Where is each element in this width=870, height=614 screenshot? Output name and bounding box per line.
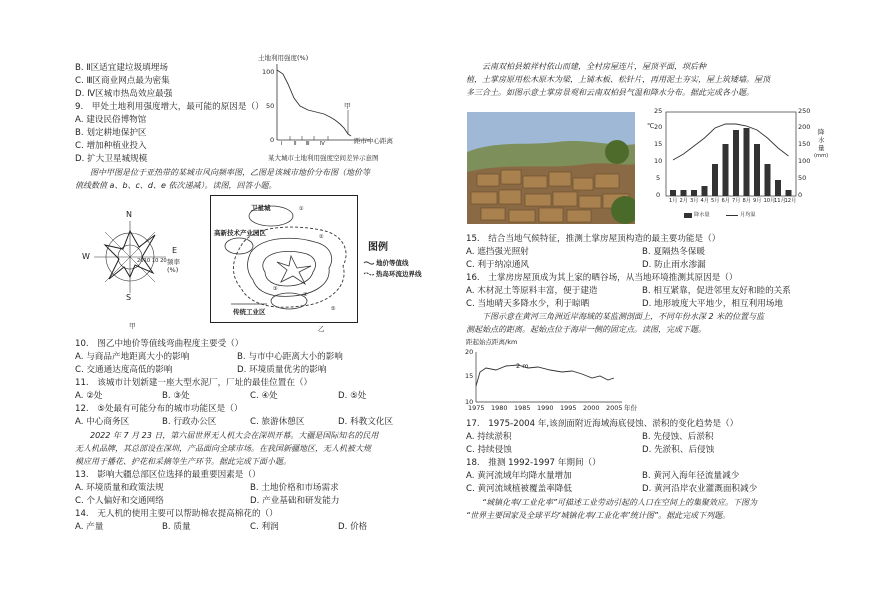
q15-stem: 15. 结合当地气候特征，推测土掌房屋顶构造的最主要功能是（）	[466, 234, 721, 244]
distance-y15: 15	[465, 372, 474, 380]
climate-precip-bar	[702, 186, 708, 196]
rose-south: S	[126, 293, 132, 302]
q13-stem: 13. 影响大疆总部区位选择的最重要因素是（）	[75, 470, 261, 480]
rose-caption: 甲	[129, 322, 136, 330]
land-use-plot	[250, 50, 420, 168]
rose-west: W	[82, 252, 90, 261]
q17-option-b: B. 先侵蚀、后淤积	[642, 432, 714, 442]
intro3-line1: 云南双柏县娘祥村依山而建，全村房屋连片，屋顶平面，坝后种	[482, 62, 706, 71]
distance-x-unit: 年份	[624, 404, 637, 412]
q15-option-c: C. 利于纳凉通风	[466, 260, 530, 270]
q9-option-d: D. 扩大卫星城规模	[75, 154, 148, 164]
q17-option-a: A. 持续淤积	[466, 432, 512, 442]
zone-label-3: Ⅲ	[306, 141, 310, 147]
land-use-y50: 50	[266, 102, 275, 110]
climate-p-tick-250: 250	[798, 107, 811, 115]
q8-option-b: B. Ⅱ区适宜建垃圾填埋场	[75, 63, 168, 73]
rose-freq-unit: (%)	[167, 266, 179, 274]
climate-month-label: 2月	[679, 198, 688, 204]
q12-option-a: A. 中心商务区	[75, 417, 130, 427]
distance-x-tick: 2000	[583, 404, 600, 412]
climate-precip-bar	[681, 190, 687, 196]
climate-precip-bar	[670, 190, 676, 196]
distance-x-tick: 1985	[514, 404, 531, 412]
climate-p-tick-50: 50	[798, 174, 807, 182]
climate-p-tick-150: 150	[798, 140, 811, 148]
distance-plot	[462, 338, 652, 408]
climate-month-label: 5月	[711, 198, 720, 204]
q9-option-b: B. 划定耕地保护区	[75, 128, 147, 138]
map-hightech-zone: 高新技术产业园区	[214, 229, 266, 237]
climate-plot	[642, 106, 837, 206]
climate-month-label: 9月	[753, 198, 762, 204]
land-use-y100: 100	[262, 68, 275, 76]
q14-option-a: A. 产量	[75, 522, 104, 532]
map-point-2: ②	[319, 234, 324, 240]
intro5-line1: “城镇化率/工业化率”可描述工业劳动引起的人口在空间上的集聚效应。下图为	[482, 498, 757, 507]
distance-ylabel: 距起始点距离/km	[466, 338, 518, 346]
q9-stem: 9. 甲处土地利用强度增大，最可能的原因是（）	[75, 102, 264, 112]
rose-scale: 2010 10 20	[137, 258, 167, 264]
climate-month-label: 7月	[732, 198, 741, 204]
intro2-line1: 2022 年 7 月 23 日，第六届世界无人机大会在深圳开幕。大疆是国际知名的民用	[90, 431, 379, 440]
q10-option-b: B. 与市中心距离大小的影响	[237, 352, 343, 362]
q15-option-a: A. 遮挡强光照射	[466, 247, 529, 257]
intro3-line3: 多三合土。如图示意土掌房景观和云南双柏县气温和降水分布。据此完成各小题。	[466, 88, 754, 97]
map-caption: 乙	[318, 325, 325, 333]
climate-chart	[642, 106, 837, 228]
map-satellite-city: 卫星城	[251, 204, 271, 212]
distance-x-tick: 1995	[560, 404, 577, 412]
q11-option-a: A. ②处	[75, 391, 103, 401]
climate-month-label: 4月	[700, 198, 709, 204]
q13-option-d: D. 产业基础和研发能力	[250, 496, 340, 506]
climate-precip-bar	[733, 130, 739, 196]
climate-precip-bar	[786, 190, 792, 196]
wind-rose-figure	[75, 205, 195, 335]
q18-option-c: C. 黄河流域植被覆盖率降低	[466, 484, 572, 494]
climate-precip-label: 降 水 量	[818, 128, 825, 152]
distance-x-tick: 2005	[606, 404, 623, 412]
intro2-line3: 模应用于播花、护花和采摘等生产环节。据此完成下面小题。	[75, 457, 291, 466]
intro5-line2: “世界主要国家及全球平均‘城镇化率/工业化率’统计图”。据此完成下列题。	[466, 511, 731, 520]
q18-stem: 18. 推测 1992-1997 年期间（）	[466, 458, 601, 468]
climate-temp-unit: ℃	[647, 122, 655, 130]
q14-option-b: B. 质量	[162, 522, 191, 532]
rose-freq-label: 频率	[167, 258, 180, 266]
q9-option-a: A. 建设民俗博物馆	[75, 115, 147, 125]
climate-precip-bar	[765, 164, 771, 196]
climate-t-tick-20: 20	[654, 123, 663, 131]
q12-option-b: B. 行政办公区	[162, 417, 217, 427]
climate-precip-bar	[712, 164, 718, 196]
q14-stem: 14. 无人机的使用主要可以帮助棉农提高棉花的（）	[75, 509, 278, 519]
intro4-line2: 测起始点的距离。起始点位于海岸一侧的固定点。读图，完成下题。	[466, 325, 706, 334]
q8-option-c: C. Ⅲ区商业网点最为密集	[75, 76, 170, 86]
intro3-line2: 植，土掌房原用松木原木为梁，上铺木板、松针片，再用泥土夯实，屋上筑矮墙。屋顶	[466, 75, 770, 84]
land-use-jia-label: 甲	[344, 102, 351, 110]
land-use-caption: 某大城市土地利用强度空间差异示意图	[268, 154, 379, 162]
q15-option-d: D. 防止雨水渗漏	[642, 260, 706, 270]
rose-north: N	[126, 210, 132, 219]
q13-option-c: C. 个人偏好和交通网络	[75, 496, 164, 506]
q16-option-c: C. 当地晴天多降水少，利于晾晒	[466, 299, 590, 309]
climate-p-tick-100: 100	[798, 157, 811, 165]
q18-option-a: A. 黄河流域年均降水量增加	[466, 471, 572, 481]
climate-precip-bar	[691, 190, 697, 196]
distance-x-tick: 1980	[491, 404, 508, 412]
q17-option-d: D. 先淤积、后侵蚀	[642, 445, 715, 455]
land-price-map-shapes	[211, 196, 357, 322]
climate-t-tick-25: 25	[654, 107, 663, 115]
climate-precip-bar	[754, 144, 760, 196]
q11-option-c: C. ④处	[250, 391, 278, 401]
rose-east: E	[172, 246, 178, 255]
tuzhangfang-photo	[467, 112, 635, 224]
climate-legend-precip: 降水量	[694, 212, 710, 218]
distance-y10: 10	[465, 398, 474, 406]
map-point-3: ③	[273, 286, 278, 292]
climate-legend-temp-swatch	[726, 215, 738, 216]
map-point-1: ①	[299, 206, 304, 212]
map-traditional-industry: 传统工业区	[233, 308, 266, 316]
intro2-line2: 无人机品牌，其总部设在深圳，产品面向全球市场。在我国新疆地区，无人机被大规	[75, 444, 371, 453]
climate-month-label: 11月	[774, 198, 786, 204]
q10-option-a: A. 与商品产地距离大小的影响	[75, 352, 190, 362]
climate-t-tick-0: 0	[656, 191, 661, 199]
q8-option-d: D. Ⅳ区城市热岛效应最强	[75, 89, 173, 99]
q12-stem: 12. ⑤处最有可能分布的城市功能区是（）	[75, 404, 243, 414]
q16-option-d: D. 地形坡度大平地少，相互利用场地	[642, 299, 783, 309]
distance-series-line	[476, 365, 614, 386]
q13-option-b: B. 土地价格和市场需求	[250, 483, 339, 493]
q15-option-b: B. 夏隔热冬保暖	[642, 247, 705, 257]
climate-t-tick-10: 10	[654, 157, 663, 165]
distance-y20: 20	[465, 348, 474, 356]
q12-option-d: D. 科教文化区	[338, 417, 394, 427]
land-use-xlabel: 距市中心距离	[354, 137, 393, 145]
q16-option-a: A. 木材泥土等原料丰富，便于建造	[466, 286, 598, 296]
q10-option-d: D. 环境质量优劣的影响	[237, 365, 327, 375]
q11-option-b: B. ③处	[162, 391, 190, 401]
q11-option-d: D. ⑤处	[338, 391, 367, 401]
climate-month-label: 6月	[721, 198, 730, 204]
zone-label-1: Ⅰ	[281, 141, 283, 147]
climate-precip-unit: (mm)	[814, 153, 829, 159]
legend-symbols	[362, 258, 376, 282]
legend-item-heat-island: 热岛环流边界线	[376, 270, 422, 278]
q9-option-c: C. 增加种植业投入	[75, 141, 147, 151]
q10-option-c: C. 交通通达度高低的影响	[75, 365, 173, 375]
q11-stem: 11. 该城市计划新建一座大型水泥厂，厂址的最佳位置在（）	[75, 378, 313, 388]
climate-month-label: 12月	[784, 198, 797, 204]
map-legend	[362, 242, 442, 292]
q14-option-c: C. 利润	[250, 522, 279, 532]
climate-month-label: 8月	[742, 198, 751, 204]
distance-chart	[462, 338, 652, 418]
intro1-line1: 图中甲图是位于亚热带的某城市风向频率图，乙图是该城市地价分布图（地价等	[90, 168, 370, 177]
climate-month-label: 3月	[690, 198, 699, 204]
tuzhangfang-photo-art	[467, 112, 635, 224]
q17-option-c: C. 持续侵蚀	[466, 445, 512, 455]
distance-depth-label: 2 m	[516, 362, 529, 370]
legend-title: 图例	[368, 242, 388, 253]
climate-legend-precip-swatch	[684, 213, 692, 218]
climate-precip-bar	[744, 128, 750, 196]
q13-option-a: A. 环境质量和政策法规	[75, 483, 164, 493]
land-use-figure	[250, 50, 420, 168]
climate-p-tick-200: 200	[798, 123, 811, 131]
climate-precip-bar	[775, 180, 781, 196]
q17-stem: 17. 1975-2004 年,该剖面附近海域海底侵蚀、淤积的变化趋势是（）	[466, 419, 739, 429]
q10-stem: 10. 图乙中地价等值线弯曲程度主要受（）	[75, 339, 244, 349]
zone-label-2: Ⅱ	[294, 141, 297, 147]
land-use-ylabel: 土地利用强度(%)	[258, 54, 309, 62]
q14-option-d: D. 价格	[338, 522, 368, 532]
q12-option-c: C. 旅游休憩区	[250, 417, 305, 427]
climate-p-tick-0: 0	[798, 191, 803, 199]
climate-month-label: 1月	[669, 198, 678, 204]
land-use-y0: 0	[270, 136, 275, 144]
climate-t-tick-5: 5	[656, 174, 661, 182]
intro1-line2: 值线数值 a、b、c、d、e 依次递减）。读图，回答小题。	[75, 181, 277, 190]
distance-x-tick: 1975	[468, 404, 485, 412]
climate-temperature-line	[673, 124, 789, 160]
q18-option-b: B. 黄河入海年径流量减少	[642, 471, 740, 481]
legend-item-land-price: 地价等值线	[376, 259, 409, 267]
climate-legend-temp: 月均温	[740, 212, 756, 218]
q16-stem: 16. 土掌房房屋顶成为其上家的晒谷场，从当地环境推测其原因是（）	[466, 273, 738, 283]
zone-label-4: Ⅳ	[320, 141, 325, 147]
map-point-5: ⑤	[331, 306, 336, 312]
land-price-map	[210, 195, 358, 323]
q18-option-d: D. 黄河沿岸农业灌溉面积减少	[642, 484, 758, 494]
intro4-line1: 下图示意在黄河三角洲近岸海域的某监测剖面上，不同年份水深 2 米的位置与监	[482, 312, 765, 321]
q16-option-b: B. 相互紧靠，促进邻里友好和睦的关系	[642, 286, 791, 296]
climate-month-label: 10月	[763, 198, 776, 204]
distance-x-tick: 1990	[537, 404, 554, 412]
climate-precip-bar	[723, 144, 729, 196]
map-point-4: ④	[303, 292, 308, 298]
climate-t-tick-15: 15	[654, 140, 663, 148]
